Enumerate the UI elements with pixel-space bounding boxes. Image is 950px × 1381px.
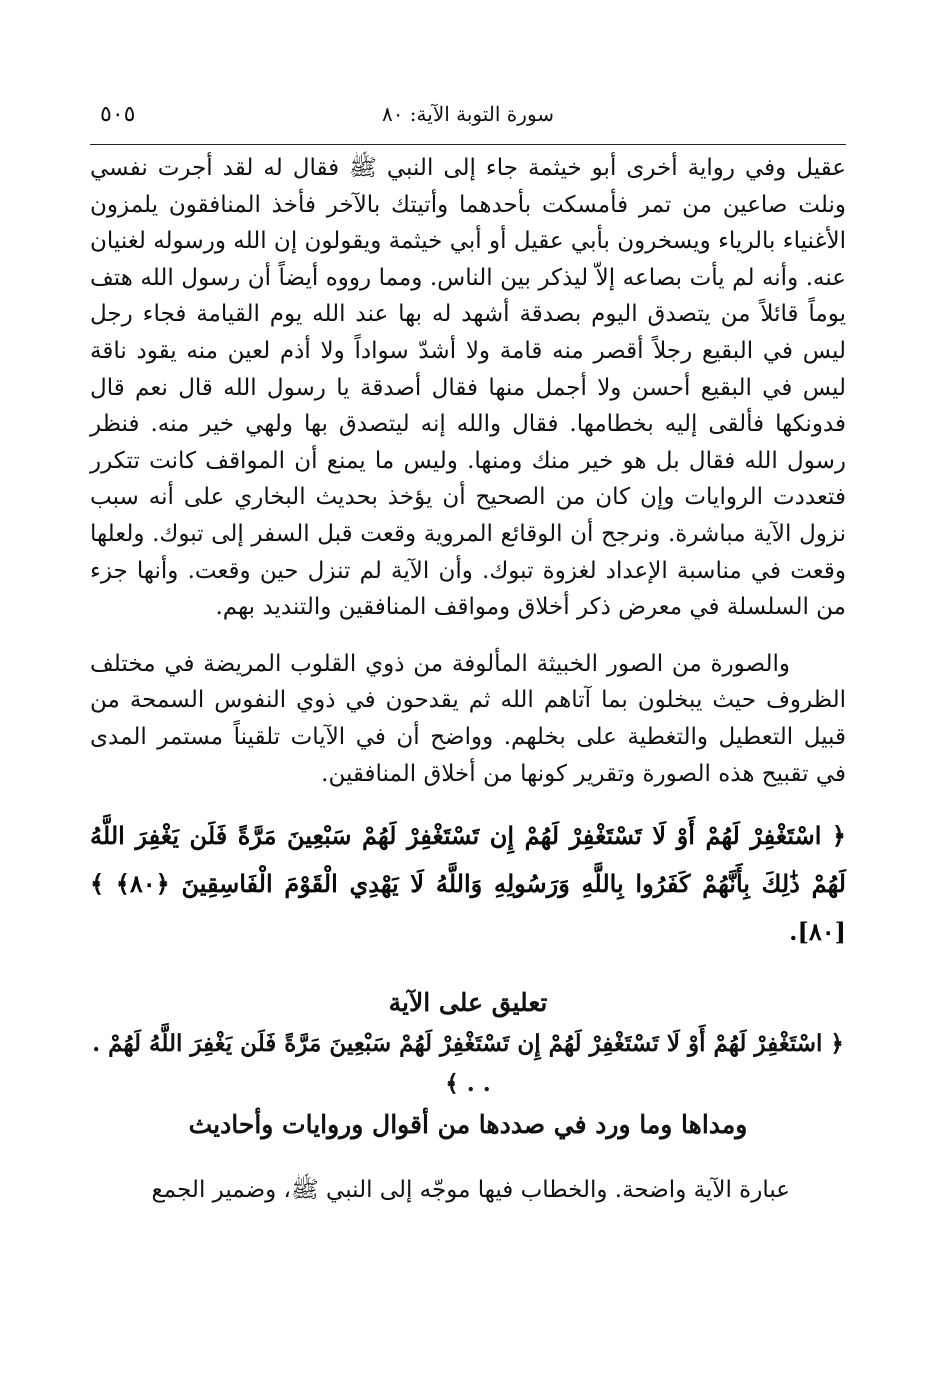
- book-page: [90, 92, 846, 1362]
- quran-verse: ﴿ اسْتَغْفِرْ لَهُمْ أَوْ لَا تَسْتَغْفِرْ لَهُمْ إِن تَسْتَغْفِرْ لَهُمْ سَبْعِينَ مَرَّةً فَلَن يَغْفِرَ اللَّهُ لَهُمْ ذَٰلِكَ بِأَنَّهُمْ كَفَرُوا بِاللَّهِ وَرَسُولِهِ وَاللَّهُ لَا يَهْدِي الْقَوْمَ الْفَاسِقِينَ ﴿٨٠﴾ ﴾ [٨٠].: [90, 821, 846, 947]
- page-number: ٥٠٥: [100, 102, 136, 127]
- verse-excerpt: ﴿ اسْتَغْفِرْ لَهُمْ أَوْ لَا تَسْتَغْفِرْ لَهُمْ إِن تَسْتَغْفِرْ لَهُمْ سَبْعِينَ مَرَّةً فَلَن يَغْفِرَ اللَّهُ لَهُمْ . . . ﴾: [92, 1030, 844, 1098]
- body-paragraph: عبارة الآية واضحة. والخطاب فيها موجّه إلى النبي ﷺ، وضمير الجمع: [151, 1177, 790, 1204]
- section-title: تعليق على الآية: [388, 988, 548, 1018]
- body-paragraph: عقيل وفي رواية أخرى أبو خيثمة جاء إلى النبي ﷺ فقال له لقد أجرت نفسي ونلت صاعين من تمر فأمسكت بأحدهما وأتيتك بالآخر فأخذ المنافقون يلمزون الأغنياء بالرياء ويسخرون بأبي عقيل أو أبي خيثمة ويقولون إن الله ورسوله لغنيان عنه. وأنه لم يأت بصاعه إلاّ ليذكر بين الناس. ومما رووه أيضاً أن رسول الله هتف يوماً قائلاً من يتصدق اليوم بصدقة أشهد له بها عند الله يوم القيامة فجاء رجل ليس في البقيع رجلاً أقصر منه قامة ولا أشدّ سواداً ولا أذم لعين منه يقود ناقة ليس في البقيع أحسن ولا أجمل منها فقال أصدقة يا رسول الله قال نعم قال فدونكها فألقى إليه بخطامها. فقال والله إنه ليتصدق بها ولهي خير منه. فنظر رسول الله فقال بل هو خير منك ومنها. وليس ما يمنع أن المواقف كانت تتكرر فتعددت الروايات وإن كان من الصحيح أن يؤخذ بحديث البخاري على أنه سبب نزول الآية مباشرة. ونرجح أن الوقائع المروية وقعت قبل السفر إلى تبوك. ولعلها وقعت في مناسبة الإعداد لغزوة تبوك. وأن الآية لم تنزل حين وقعت. وأنها جزء من السلسلة في معرض ذكر أخلاق ومواقف المنافقين والتنديد بهم.: [90, 155, 846, 621]
- page-body: [90, 150, 846, 1209]
- running-header: [90, 92, 846, 145]
- chapter-title: سورة التوبة الآية: ٨٠: [381, 102, 555, 126]
- section-subtitle: ومداها وما ورد في صددها من أقوال وروايات وأحاديث: [188, 1110, 748, 1140]
- body-paragraph: والصورة من الصور الخبيثة المألوفة من ذوي القلوب المريضة في مختلف الظروف حيث يبخلون بما آتاهم الله ثم يقدحون في ذوي النفوس السمحة من قبيل التعطيل والتغطية على بخلهم. وواضح أن في الآيات تلقيناً مستمر المدى في تقبيح هذه الصورة وتقرير كونها من أخلاق المنافقين.: [90, 650, 846, 787]
